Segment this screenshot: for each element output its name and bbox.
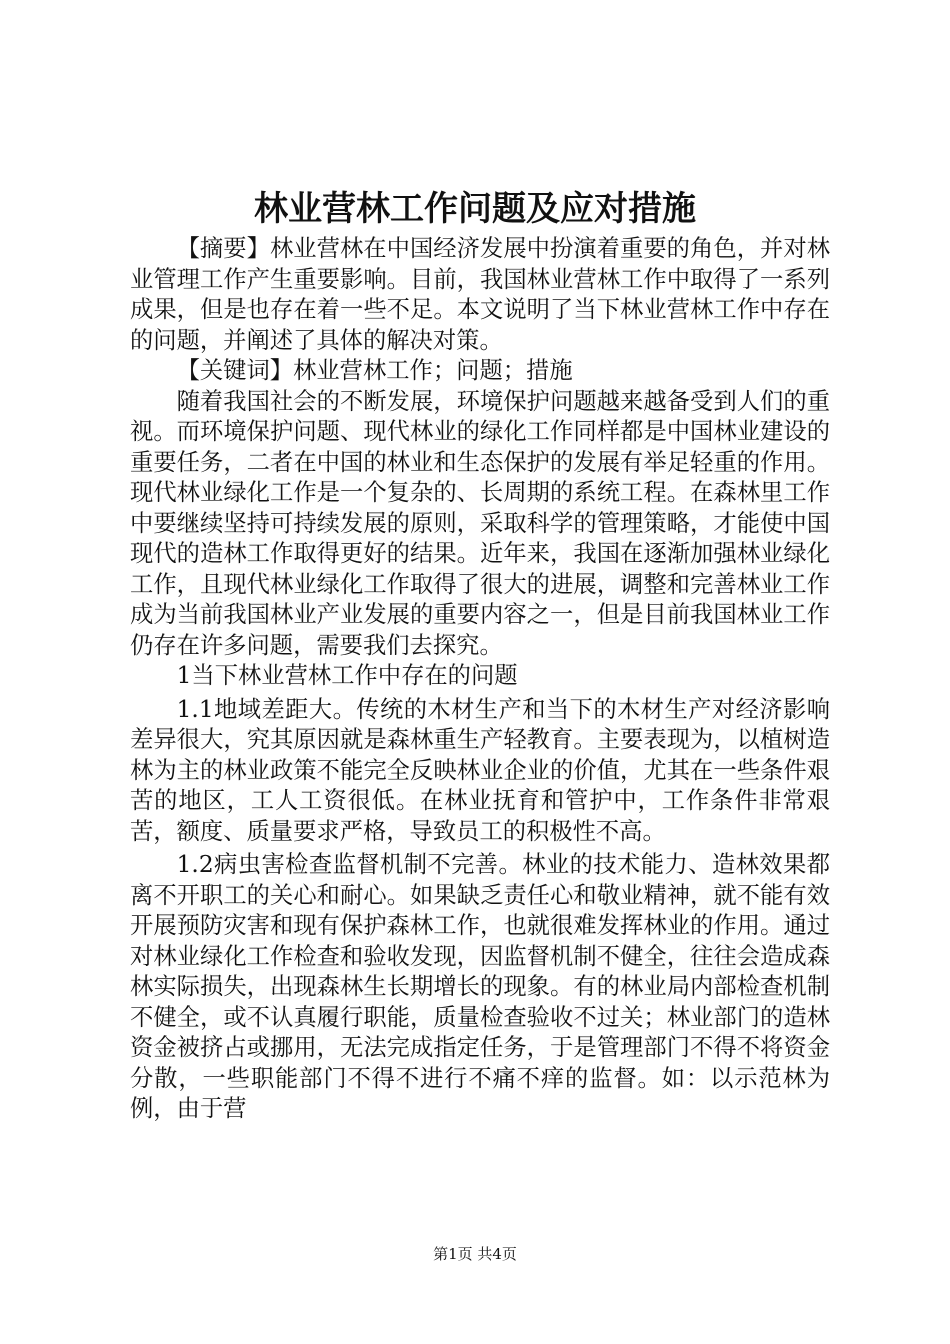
document-body — [130, 234, 830, 1125]
section-heading-1: 1当下林业营林工作中存在的问题 — [176, 662, 518, 689]
abstract-paragraph: 【摘要】林业营林在中国经济发展中扮演着重要的角色，并对林业管理工作产生重要影响。目前，我国林业营林工作中取得了一系列成果，但是也存在着一些不足。本文说明了当下林业营林工作中存在的问题，并阐述了具体的解决对策。 — [130, 235, 830, 354]
keywords-paragraph: 【关键词】林业营林工作；问题；措施 — [176, 357, 573, 384]
page-footer: 第1页 共4页 — [433, 1245, 517, 1263]
subsection-1-2-paragraph: 1.2病虫害检查监督机制不完善。林业的技术能力、造林效果都离不开职工的关心和耐心。如果缺乏责任心和敬业精神，就不能有效开展预防灾害和现有保护森林工作，也就很难发挥林业的作用。通过对林业绿化工作检查和验收发现，因监督机制不健全，往往会造成森林实际损失，出现森林生长期增长的现象。有的林业局内部检查机制不健全，或不认真履行职能，质量检查验收不过关；林业部门的造林资金被挤占或挪用，无法完成指定任务，于是管理部门不得不将资金分散，一些职能部门不得不进行不痛不痒的监督。如：以示范林为例，由于营 — [130, 851, 830, 1122]
document-title: 林业营林工作问题及应对措施 — [254, 189, 696, 229]
intro-paragraph: 随着我国社会的不断发展，环境保护问题越来越备受到人们的重视。而环境保护问题、现代林业的绿化工作同样都是中国林业建设的重要任务，二者在中国的林业和生态保护的发展有举足轻重的作用。现代林业绿化工作是一个复杂的、长周期的系统工程。在森林里工作中要继续坚持可持续发展的原则，采取科学的管理策略，才能使中国现代的造林工作取得更好的结果。近年来，我国在逐渐加强林业绿化工作，且现代林业绿化工作取得了很大的进展，调整和完善林业工作成为当前我国林业产业发展的重要内容之一，但是目前我国林业工作仍存在许多问题，需要我们去探究。 — [130, 387, 830, 659]
subsection-1-1-paragraph: 1.1地域差距大。传统的木材生产和当下的木材生产对经济影响差异很大，究其原因就是森林重生产轻教育。主要表现为，以植树造林为主的林业政策不能完全反映林业企业的价值，尤其在一些条件艰苦的地区，工人工资很低。在林业抚育和管护中，工作条件非常艰苦，额度、质量要求严格，导致员工的积极性不高。 — [130, 695, 830, 845]
